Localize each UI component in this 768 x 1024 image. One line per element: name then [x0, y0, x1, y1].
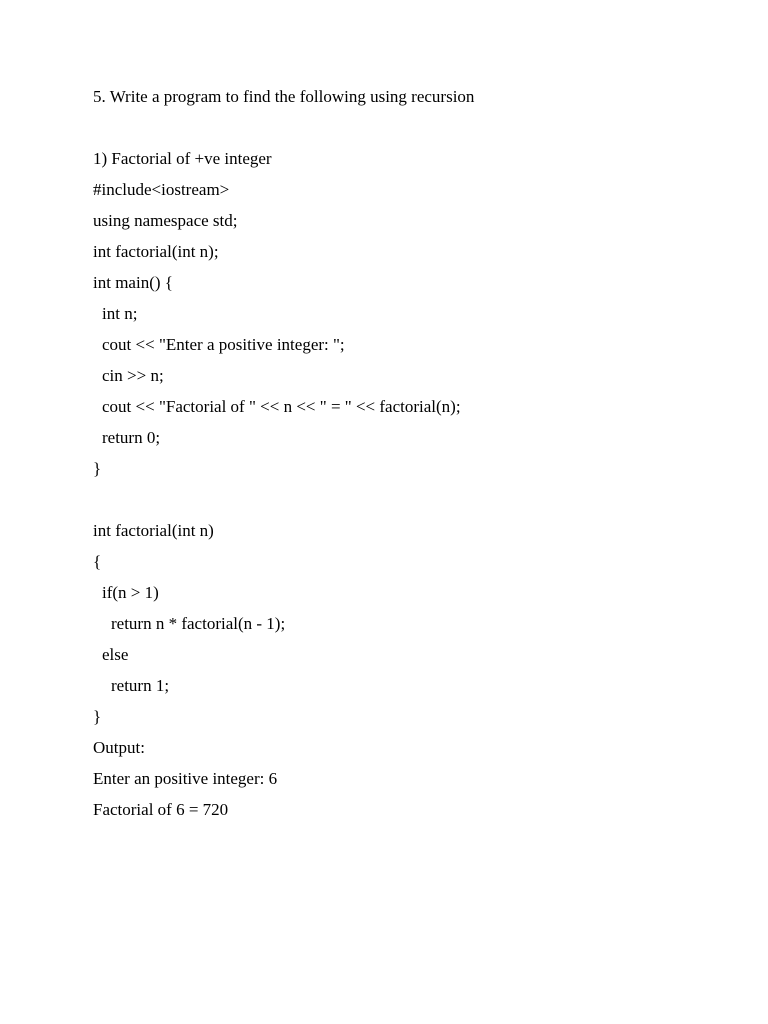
code-line: return n * factorial(n - 1); — [111, 614, 286, 633]
output-label: Output: — [93, 738, 145, 757]
code-line: #include<iostream> — [93, 180, 230, 199]
code-block-main — [93, 179, 733, 489]
part-title: 1) Factorial of +ve integer — [93, 149, 272, 168]
output-line: Factorial of 6 = 720 — [93, 800, 229, 819]
code-line: if(n > 1) — [102, 583, 159, 602]
output-section — [93, 737, 733, 830]
code-line: { — [93, 552, 102, 571]
code-block-function — [93, 520, 733, 737]
code-line: int factorial(int n) — [93, 521, 214, 540]
code-line: cout << "Enter a positive integer: "; — [102, 335, 345, 354]
code-line: cin >> n; — [102, 366, 164, 385]
code-line: return 0; — [102, 428, 161, 447]
code-line: int n; — [102, 304, 138, 323]
code-line: } — [93, 459, 102, 478]
output-line: Enter an positive integer: 6 — [93, 769, 278, 788]
code-line: int factorial(int n); — [93, 242, 219, 261]
code-line: using namespace std; — [93, 211, 238, 230]
question-heading: 5. Write a program to find the following using recursion — [93, 87, 475, 106]
code-line: } — [93, 707, 102, 726]
code-line: return 1; — [111, 676, 170, 695]
code-line: int main() { — [93, 273, 173, 292]
code-line: cout << "Factorial of " << n << " = " << factorial(n); — [102, 397, 461, 416]
document-content — [93, 86, 733, 830]
code-line: else — [102, 645, 129, 664]
blank-line — [93, 117, 733, 148]
blank-line — [93, 489, 733, 520]
